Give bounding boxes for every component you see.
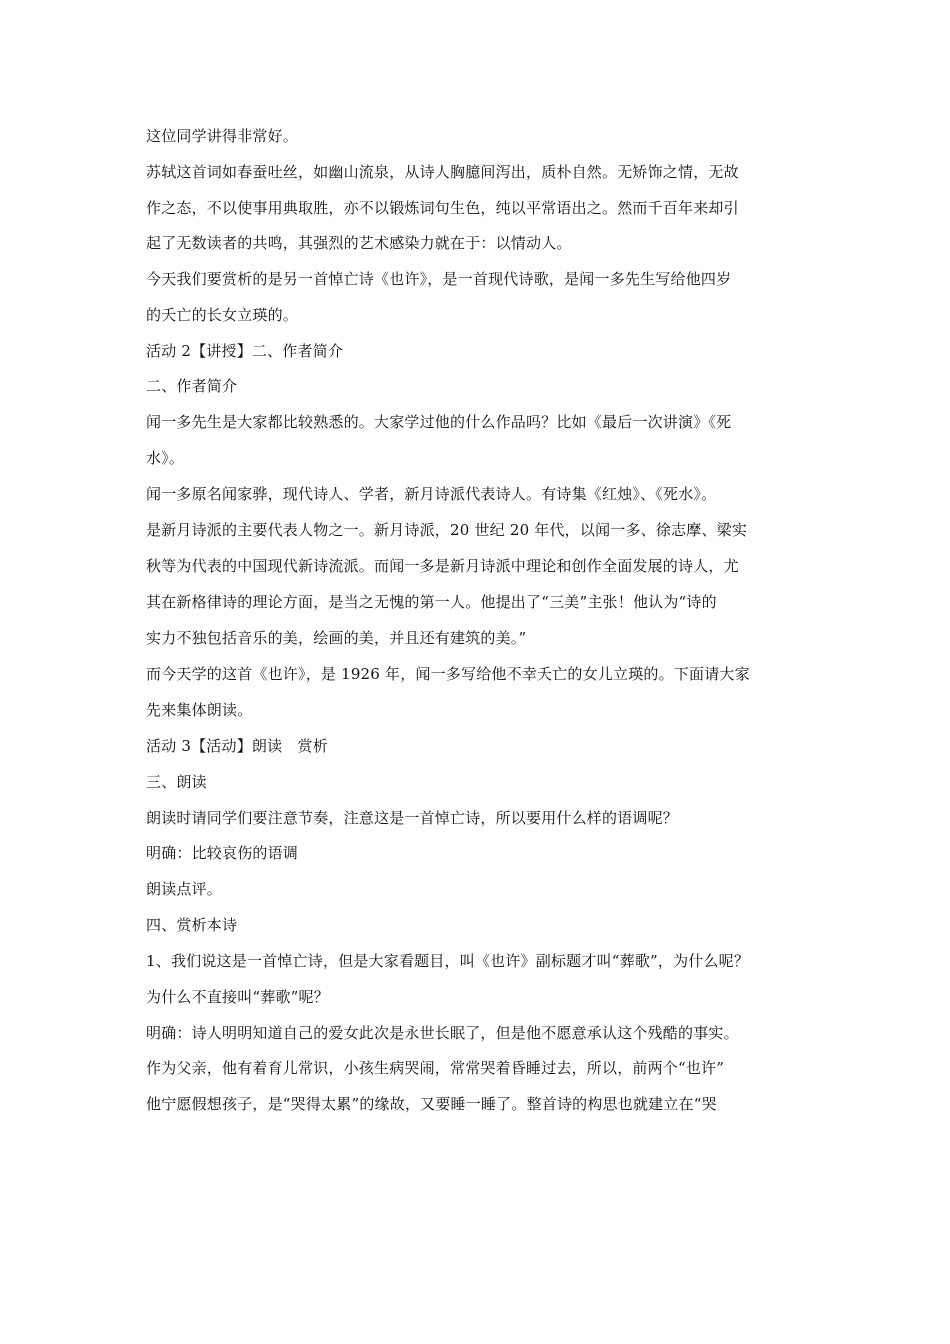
text-line: 而今天学的这首《也许》，是 1926 年，闻一多写给他不幸夭亡的女儿立瑛的。下面请大家	[146, 665, 750, 683]
section-heading: 活动 2【讲授】二、作者简介	[146, 342, 344, 360]
text-line: 明确：比较哀伤的语调	[146, 844, 299, 862]
text-line: 水》。	[146, 449, 185, 467]
section-heading: 活动 3【活动】朗读 赏析	[146, 737, 328, 755]
text-line: 苏轼这首词如春蚕吐丝，如幽山流泉，从诗人胸臆间泻出，质朴自然。无矫饰之情，无故	[146, 163, 739, 181]
text-line: 是新月诗派的主要代表人物之一。新月诗派，20 世纪 20 年代，以闻一多、徐志摩、梁实	[146, 521, 748, 539]
text-line: 朗读点评。	[146, 880, 223, 898]
text-line: 闻一多原名闻家骅，现代诗人、学者，新月诗派代表诗人。有诗集《红烛》、《死水》。	[146, 485, 717, 503]
text-line: 的夭亡的长女立瑛的。	[146, 306, 299, 324]
text-line: 起了无数读者的共鸣，其强烈的艺术感染力就在于：以情动人。	[146, 234, 572, 252]
text-line: 实力不独包括音乐的美，绘画的美，并且还有建筑的美。”	[146, 629, 527, 647]
text-line: 作为父亲，他有着育儿常识，小孩生病哭闹，常常哭着昏睡过去，所以，前两个“也许”	[146, 1059, 725, 1077]
text-line: 作之态，不以使事用典取胜，亦不以锻炼词句生色，纯以平常语出之。然而千百年来却引	[146, 199, 739, 217]
text-line: 这位同学讲得非常好。	[146, 127, 299, 145]
text-line: 先来集体朗读。	[146, 701, 253, 719]
text-line: 明确：诗人明明知道自己的爱女此次是永世长眠了，但是他不愿意承认这个残酷的事实。	[146, 1024, 739, 1042]
text-line: 其在新格律诗的理论方面，是当之无愧的第一人。他提出了“三美”主张！他认为“诗的	[146, 593, 717, 611]
text-line: 朗读时请同学们要注意节奏，注意这是一首悼亡诗，所以要用什么样的语调呢？	[146, 809, 679, 827]
section-heading: 四、赏析本诗	[146, 916, 238, 934]
text-line: 他宁愿假想孩子，是“哭得太累”的缘故，又要睡一睡了。整首诗的构思也就建立在“哭	[146, 1095, 717, 1113]
text-line: 闻一多先生是大家都比较熟悉的。大家学过他的什么作品吗？比如《最后一次讲演》《死	[146, 413, 732, 431]
text-line: 今天我们要赏析的是另一首悼亡诗《也许》，是一首现代诗歌，是闻一多先生写给他四岁	[146, 270, 732, 288]
section-heading: 二、作者简介	[146, 377, 238, 395]
text-line: 秋等为代表的中国现代新诗流派。而闻一多是新月诗派中理论和创作全面发展的诗人，尤	[146, 557, 739, 575]
section-heading: 三、朗读	[146, 773, 207, 791]
text-line: 为什么不直接叫“葬歌”呢？	[146, 988, 329, 1006]
text-line: 1、我们说这是一首悼亡诗，但是大家看题目，叫《也许》副标题才叫“葬歌”，为什么呢？	[146, 952, 750, 970]
